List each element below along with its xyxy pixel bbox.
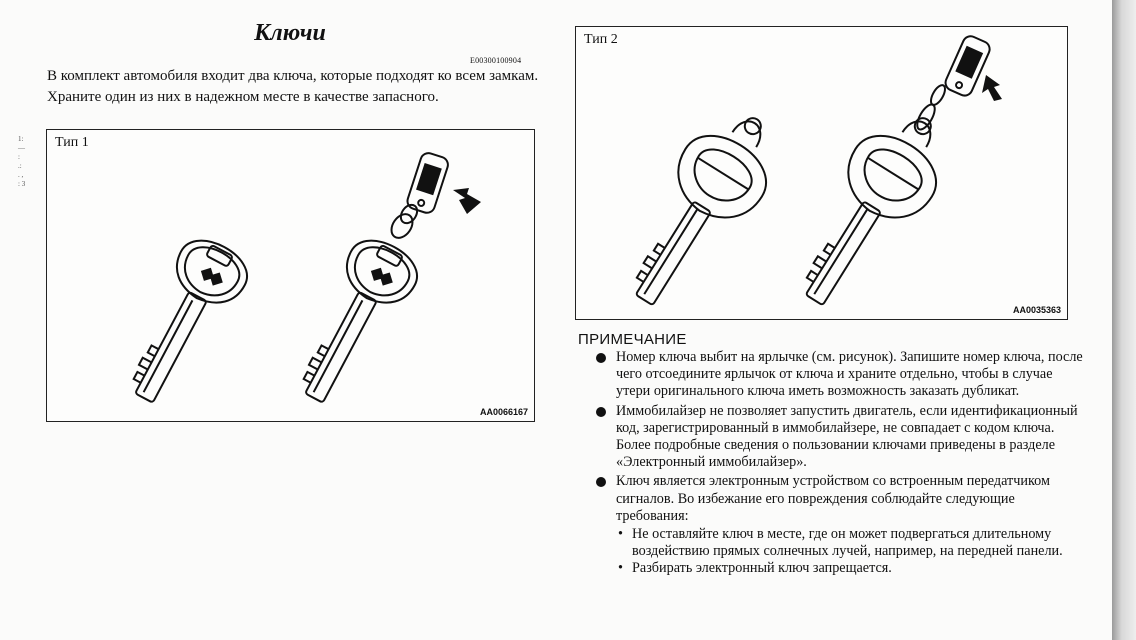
intro-text: В комплект автомобиля входит два ключа, которые подходят ко всем замкам. Храните один из них в надежном месте в качестве запасного. xyxy=(47,68,539,105)
page-title: Ключи xyxy=(254,20,326,46)
note-item-text: Ключ является электронным устройством со встроенным передатчиком сигналов. Во избежание его повреждения соблюдайте следующие требования: xyxy=(616,473,1050,524)
figure-type-2-label: Тип 2 xyxy=(584,32,618,47)
margin-marks: 1: — : .: . , : 3 xyxy=(18,135,26,188)
figure-type-1-label: Тип 1 xyxy=(55,135,89,150)
section-code: E00300100904 xyxy=(470,56,522,65)
note-item: Номер ключа выбит на ярлычке (см. рисунок). Запишите номер ключа, после чего отсоедините ярлычок от ключа и храните отдельно, чтобы в случае утери оригинального ключа иметь возможность заказать дубликат. xyxy=(594,349,1084,401)
key-with-tag-icon xyxy=(282,151,450,415)
note-subitem: • Разбирать электронный ключ запрещается. xyxy=(616,560,1084,577)
note-item xyxy=(594,473,1084,577)
note-item: Иммобилайзер не позволяет запустить двигатель, если идентификационный код, зарегистрированный в иммобилайзере, не совпадает с кодом ключа. Более подробные сведения о пользовании ключами приведены в разделе «Электронный иммобилайзер». xyxy=(594,403,1084,472)
note-sublist xyxy=(616,526,1084,578)
figure-type-1 xyxy=(46,129,535,422)
arrow-icon xyxy=(453,188,481,214)
remote-key-icon xyxy=(606,95,795,319)
note-subitem: • Не оставляйте ключ в месте, где он может подвергаться длительному воздействию прямых солнечных лучей, например, на передней панели. xyxy=(616,526,1084,560)
type-2-keys-illustration xyxy=(576,27,1067,319)
remote-key-with-tag-icon xyxy=(776,34,992,319)
figure-type-2 xyxy=(575,26,1068,320)
note-list xyxy=(594,349,1084,580)
key-icon xyxy=(112,230,256,415)
note-heading: ПРИМЕЧАНИЕ xyxy=(578,331,687,348)
figure-type-2-code: AA0035363 xyxy=(1012,305,1061,315)
page-edge xyxy=(1112,0,1136,640)
arrow-icon xyxy=(982,75,1002,101)
figure-type-1-code: AA0066167 xyxy=(479,407,528,417)
type-1-keys-illustration xyxy=(47,130,534,421)
